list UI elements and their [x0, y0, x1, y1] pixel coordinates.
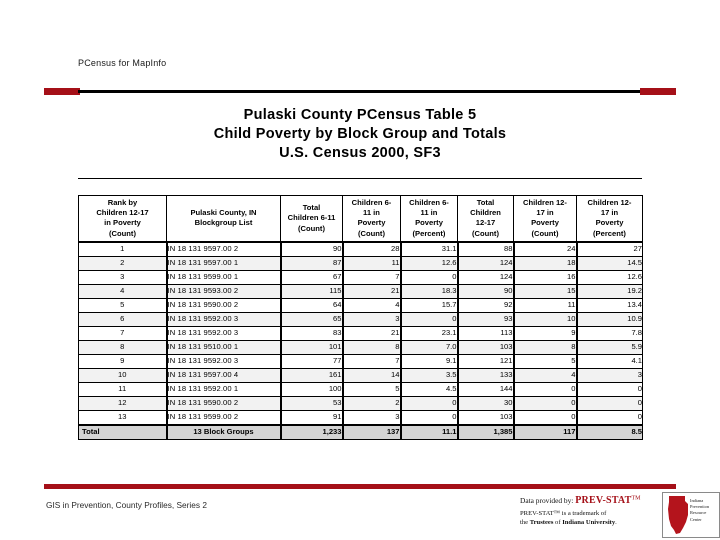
cell-total-611: 115 — [281, 284, 343, 298]
column-header-total-611-line2: Children 6-11 — [287, 213, 336, 223]
cell-pov-611-percent: 4.5 — [401, 382, 458, 396]
header-divider-rule — [78, 90, 642, 93]
iprc-logo — [662, 492, 720, 538]
cell-total-1217: 88 — [458, 242, 514, 257]
cell-pov-611-count: 28 — [343, 242, 401, 257]
column-header-total-611-line1: Total — [302, 203, 321, 213]
column-header-rank-line4: (Count) — [109, 228, 136, 238]
cell-pov-1217-percent: 19.2 — [577, 284, 643, 298]
census-table — [78, 195, 643, 440]
cell-total-611: 65 — [281, 312, 343, 326]
cell-pov-611-count: 3 — [343, 410, 401, 425]
cell-total-611: 64 — [281, 298, 343, 312]
cell-pov-1217-percent: 0 — [577, 410, 643, 425]
column-header-rank-line2: Children 12-17 — [96, 208, 149, 218]
title-line-3: U.S. Census 2000, SF3 — [279, 145, 441, 161]
cell-pov-1217-percent: 27 — [577, 242, 643, 257]
column-header-total-611 — [281, 196, 343, 242]
column-header-total-1217-line1: Total — [476, 198, 495, 207]
census-table-body — [79, 242, 643, 425]
cell-total-611: 90 — [281, 242, 343, 257]
column-header-pov-1217-percent-line2: 17 in — [600, 208, 619, 218]
cell-pov-1217-count: 0 — [514, 382, 577, 396]
cell-pov-611-percent: 3.5 — [401, 368, 458, 382]
cell-total-1217: 103 — [458, 410, 514, 425]
cell-total-1217: 133 — [458, 368, 514, 382]
cell-blockgroup: IN 18 131 9590.00 2 — [167, 298, 281, 312]
cell-pov-1217-percent: 14.5 — [577, 256, 643, 270]
header-accent-bar-right — [640, 88, 676, 95]
cell-pov-611-percent: 23.1 — [401, 326, 458, 340]
table-total-row — [79, 425, 643, 440]
cell-rank: 4 — [79, 284, 167, 298]
cell-rank: 13 — [79, 410, 167, 425]
title-line-2: Child Poverty by Block Group and Totals — [213, 126, 507, 142]
iprc-word-4: Center — [690, 516, 702, 522]
cell-total-1217: 103 — [458, 340, 514, 354]
iprc-word-1: Indiana — [690, 498, 704, 503]
footer-label: GIS in Prevention, County Profiles, Series 2 — [46, 500, 207, 510]
iprc-word-3: Resource — [690, 510, 707, 516]
cell-total-611: 161 — [281, 368, 343, 382]
column-header-total-611-line4: (Count) — [298, 223, 325, 233]
cell-pov-611-percent: 15.7 — [401, 298, 458, 312]
column-header-pov-1217-percent — [577, 196, 643, 242]
cell-pov-1217-percent: 5.9 — [577, 340, 643, 354]
table-row — [79, 396, 643, 410]
table-row — [79, 312, 643, 326]
cell-pov-611-count: 7 — [343, 354, 401, 368]
cell-rank: 12 — [79, 396, 167, 410]
slide-header — [0, 58, 720, 104]
cell-total-1217: 121 — [458, 354, 514, 368]
cell-blockgroup: IN 18 131 9599.00 2 — [167, 410, 281, 425]
column-header-pov-611-percent — [401, 196, 458, 242]
cell-pov-1217-count: 5 — [514, 354, 577, 368]
cell-pov-611-count: 2 — [343, 396, 401, 410]
table-row — [79, 382, 643, 396]
disclaimer-mid: of — [553, 519, 563, 526]
data-provided-prefix: Data provided by: — [520, 496, 574, 505]
cell-blockgroup: IN 18 131 9510.00 1 — [167, 340, 281, 354]
column-header-pov-1217-count-line4: (Count) — [531, 228, 559, 238]
census-table-container — [78, 195, 642, 440]
disclaimer-trustees: Trustees — [529, 519, 554, 526]
cell-pov-1217-count: 18 — [514, 256, 577, 270]
cell-rank: 10 — [79, 368, 167, 382]
trademark-disclaimer-line2 — [520, 518, 617, 527]
cell-total-total-611: 1,233 — [281, 425, 343, 440]
cell-pov-611-count: 7 — [343, 270, 401, 284]
cell-rank: 6 — [79, 312, 167, 326]
header-accent-bar-left — [44, 88, 80, 95]
branding-block — [520, 495, 720, 540]
title-underline-rule — [78, 178, 642, 179]
column-header-rank — [79, 196, 167, 242]
cell-pov-611-percent: 0 — [401, 312, 458, 326]
column-header-pov-611-percent-line1: Children 6- — [409, 198, 449, 207]
cell-rank: 2 — [79, 256, 167, 270]
column-header-pov-611-count-line2: 11 in — [363, 208, 380, 218]
column-header-total-1217-line3: 12-17 — [475, 218, 496, 228]
cell-rank: 1 — [79, 242, 167, 257]
cell-total-1217: 93 — [458, 312, 514, 326]
table-row — [79, 326, 643, 340]
cell-pov-611-count: 11 — [343, 256, 401, 270]
column-header-total-1217 — [458, 196, 514, 242]
cell-total-1217: 90 — [458, 284, 514, 298]
cell-total-1217: 124 — [458, 256, 514, 270]
column-header-pov-611-percent-line4: (Percent) — [412, 228, 446, 238]
table-row — [79, 256, 643, 270]
cell-pov-1217-count: 24 — [514, 242, 577, 257]
cell-pov-1217-count: 10 — [514, 312, 577, 326]
cell-total-1217: 92 — [458, 298, 514, 312]
table-row — [79, 242, 643, 257]
cell-pov-1217-count: 9 — [514, 326, 577, 340]
cell-pov-611-count: 5 — [343, 382, 401, 396]
disclaimer-indiana-university: Indiana University — [562, 519, 616, 526]
cell-pov-611-percent: 7.0 — [401, 340, 458, 354]
cell-total-611: 67 — [281, 270, 343, 284]
cell-total-blockgroup-count: 13 Block Groups — [167, 425, 281, 440]
cell-pov-1217-count: 16 — [514, 270, 577, 284]
footer-accent-rule — [44, 484, 676, 489]
column-header-rank-line3: in Poverty — [104, 218, 141, 228]
table-row — [79, 298, 643, 312]
cell-blockgroup: IN 18 131 9592.00 3 — [167, 312, 281, 326]
cell-pov-1217-percent: 0 — [577, 382, 643, 396]
cell-pov-1217-count: 0 — [514, 410, 577, 425]
cell-blockgroup: IN 18 131 9597.00 4 — [167, 368, 281, 382]
cell-total-pov-611-percent: 11.1 — [401, 425, 458, 440]
column-header-pov-1217-count-line3: Poverty — [531, 218, 559, 228]
prevstat-wordmark: PREV-STAT — [575, 495, 632, 506]
cell-total-1217: 124 — [458, 270, 514, 284]
cell-pov-611-percent: 9.1 — [401, 354, 458, 368]
column-header-pov-611-percent-line2: 11 in — [420, 208, 438, 218]
cell-total-pov-611-count: 137 — [343, 425, 401, 440]
cell-pov-611-percent: 0 — [401, 410, 458, 425]
data-provided-line — [520, 495, 640, 506]
census-table-footer — [79, 425, 643, 440]
cell-blockgroup: IN 18 131 9593.00 2 — [167, 284, 281, 298]
iprc-logo-text — [690, 498, 709, 523]
cell-blockgroup: IN 18 131 9590.00 2 — [167, 396, 281, 410]
cell-total-pov-1217-count: 117 — [514, 425, 577, 440]
cell-pov-611-count: 21 — [343, 284, 401, 298]
cell-pov-611-percent: 0 — [401, 270, 458, 284]
column-header-pov-611-count-line3: Poverty — [357, 218, 386, 228]
cell-total-label: Total — [79, 425, 167, 440]
cell-pov-1217-count: 0 — [514, 396, 577, 410]
cell-pov-1217-count: 4 — [514, 368, 577, 382]
table-row — [79, 340, 643, 354]
column-header-pov-1217-count-line1: Children 12- — [523, 198, 567, 207]
cell-blockgroup: IN 18 131 9597.00 2 — [167, 242, 281, 257]
cell-total-611: 101 — [281, 340, 343, 354]
cell-total-1217: 144 — [458, 382, 514, 396]
cell-rank: 5 — [79, 298, 167, 312]
disclaimer-prefix: the — [520, 519, 530, 526]
cell-pov-1217-count: 8 — [514, 340, 577, 354]
slide-title-block — [0, 106, 720, 163]
iprc-word-2: Prevention — [690, 504, 710, 510]
cell-pov-611-percent: 12.6 — [401, 256, 458, 270]
table-row — [79, 354, 643, 368]
cell-pov-1217-count: 15 — [514, 284, 577, 298]
column-header-total-1217-line4: (Count) — [472, 228, 499, 238]
census-table-header — [79, 196, 643, 242]
cell-rank: 7 — [79, 326, 167, 340]
column-header-pov-611-count-line1: Children 6- — [351, 198, 392, 207]
cell-pov-1217-percent: 13.4 — [577, 298, 643, 312]
cell-blockgroup: IN 18 131 9599.00 1 — [167, 270, 281, 284]
column-header-pov-611-percent-line3: Poverty — [415, 218, 443, 228]
cell-total-611: 100 — [281, 382, 343, 396]
column-header-rank-line1: Rank by — [107, 198, 138, 207]
cell-pov-611-count: 14 — [343, 368, 401, 382]
cell-pov-611-percent: 31.1 — [401, 242, 458, 257]
cell-rank: 11 — [79, 382, 167, 396]
cell-total-1217: 113 — [458, 326, 514, 340]
column-header-pov-611-count-line4: (Count) — [358, 228, 385, 238]
cell-pov-1217-percent: 4.1 — [577, 354, 643, 368]
column-header-pov-1217-percent-line4: (Percent) — [593, 228, 626, 238]
cell-blockgroup: IN 18 131 9597.00 1 — [167, 256, 281, 270]
trademark-disclaimer-line1: PREV-STAT™ is a trademark of — [520, 510, 607, 517]
cell-total-611: 83 — [281, 326, 343, 340]
cell-total-611: 77 — [281, 354, 343, 368]
cell-pov-611-count: 21 — [343, 326, 401, 340]
cell-pov-1217-percent: 0 — [577, 396, 643, 410]
column-header-pov-1217-count-line2: 17 in — [536, 208, 554, 218]
cell-pov-611-percent: 18.3 — [401, 284, 458, 298]
cell-total-1217: 30 — [458, 396, 514, 410]
app-label: PCensus for MapInfo — [78, 58, 167, 68]
cell-pov-611-count: 8 — [343, 340, 401, 354]
column-header-blockgroup — [167, 196, 281, 242]
trademark-symbol: TM — [631, 495, 641, 502]
cell-pov-1217-percent: 12.6 — [577, 270, 643, 284]
cell-pov-611-count: 4 — [343, 298, 401, 312]
cell-rank: 8 — [79, 340, 167, 354]
cell-total-total-1217: 1,385 — [458, 425, 514, 440]
cell-blockgroup: IN 18 131 9592.00 3 — [167, 326, 281, 340]
indiana-state-shape-icon — [665, 495, 691, 535]
cell-pov-1217-percent: 7.8 — [577, 326, 643, 340]
disclaimer-suffix: . — [615, 519, 617, 526]
table-row — [79, 270, 643, 284]
column-header-pov-611-count — [343, 196, 401, 242]
column-header-pov-1217-percent-line1: Children 12- — [587, 198, 632, 207]
cell-pov-611-percent: 0 — [401, 396, 458, 410]
table-row — [79, 410, 643, 425]
cell-total-611: 53 — [281, 396, 343, 410]
trademark-disclaimer — [520, 509, 617, 527]
cell-total-611: 91 — [281, 410, 343, 425]
cell-pov-1217-percent: 10.9 — [577, 312, 643, 326]
column-header-pov-1217-count — [514, 196, 577, 242]
cell-rank: 3 — [79, 270, 167, 284]
column-header-pov-1217-percent-line3: Poverty — [595, 218, 624, 228]
cell-blockgroup: IN 18 131 9592.00 3 — [167, 354, 281, 368]
column-header-blockgroup-line2: Blockgroup List — [194, 218, 253, 228]
cell-pov-1217-percent: 3 — [577, 368, 643, 382]
table-row — [79, 284, 643, 298]
column-header-blockgroup-line1: Pulaski County, IN — [190, 208, 257, 218]
cell-pov-1217-count: 11 — [514, 298, 577, 312]
title-line-1: Pulaski County PCensus Table 5 — [243, 107, 477, 123]
table-row — [79, 368, 643, 382]
cell-blockgroup: IN 18 131 9592.00 1 — [167, 382, 281, 396]
column-header-total-1217-line2: Children — [470, 208, 501, 218]
cell-rank: 9 — [79, 354, 167, 368]
cell-total-611: 87 — [281, 256, 343, 270]
cell-pov-611-count: 3 — [343, 312, 401, 326]
cell-total-pov-1217-percent: 8.5 — [577, 425, 643, 440]
